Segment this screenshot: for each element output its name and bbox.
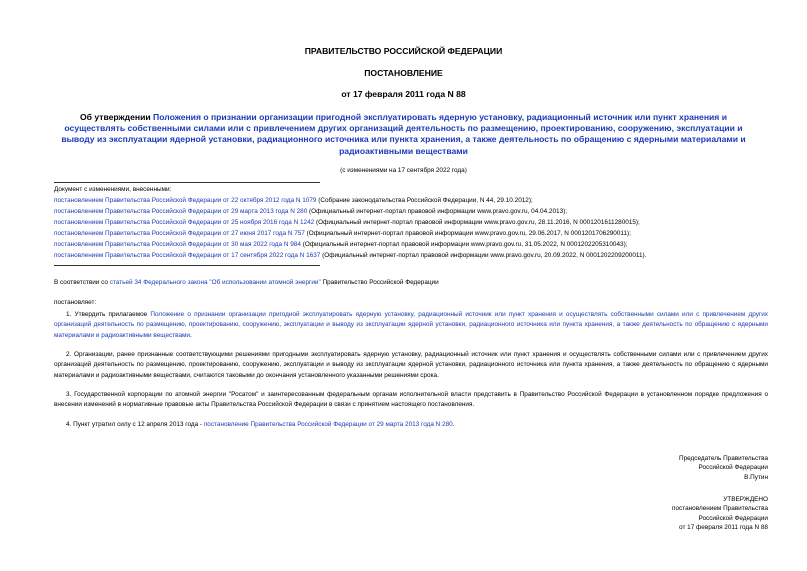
- preamble-prefix: В соответствии со: [54, 279, 110, 286]
- amendment-source: (Собрание законодательства Российской Федерации, N 44, 29.10.2012);: [316, 197, 533, 204]
- point-3: 3. Государственной корпорации по атомной энергии "Росатом" и заинтересованным федеральным органам исполнительной власти представить в Правительство Российской Федерации в установленном порядке предложения о внесении изменений в нормативные правовые акты Правительства Российской Федерации в связи с принятием настоящего постановления.: [54, 391, 768, 409]
- signature-block: [679, 454, 768, 482]
- divider-bottom: [54, 265, 320, 266]
- signature-name: В.Путин: [744, 473, 768, 481]
- amendment-link[interactable]: постановлением Правительства Российской Федерации от 27 июня 2017 года N 757: [54, 230, 305, 237]
- amendment-item: [54, 208, 567, 216]
- amendment-source: (Официальный интернет-портал правовой информации www.pravo.gov.ru, 29.06.2017, N 0001201706290011);: [304, 230, 631, 237]
- point-4-prefix: 4. Пункт утратил силу с 12 апреля 2013 года -: [66, 421, 204, 428]
- amendment-link[interactable]: постановлением Правительства Российской Федерации от 30 мая 2022 года N 984: [54, 241, 301, 248]
- amendment-item: [54, 252, 646, 260]
- amendment-item: [54, 197, 533, 205]
- amendment-source: (Официальный интернет-портал правовой информации www.pravo.gov.ru, 20.09.2022, N 0001202209200011).: [320, 252, 647, 259]
- amendment-item: [54, 219, 640, 227]
- amendment-item: [54, 230, 631, 238]
- signature-position: Председатель Правительства: [679, 455, 768, 462]
- amendment-link[interactable]: постановлением Правительства Российской Федерации от 29 марта 2013 года N 280: [54, 208, 308, 215]
- document-date-number: от 17 февраля 2011 года N 88: [341, 89, 466, 99]
- amendment-source: (Официальный интернет-портал правовой информации www.pravo.gov.ru, 04.04.2013);: [307, 208, 568, 215]
- divider-top: [54, 182, 320, 183]
- point-4-suffix: .: [452, 421, 455, 428]
- approval-title: УТВЕРЖДЕНО: [723, 496, 768, 503]
- approval-country: Российской Федерации: [698, 514, 768, 522]
- preamble: [54, 279, 439, 287]
- approval-date: от 17 февраля 2011 года N 88: [679, 524, 768, 532]
- amendment-link[interactable]: постановлением Правительства Российской Федерации от 17 сентября 2022 года N 1637: [54, 252, 321, 259]
- amendment-item: [54, 241, 628, 249]
- title-prefix: Об утверждении: [80, 112, 154, 122]
- document-type: ПОСТАНОВЛЕНИЕ: [364, 68, 443, 78]
- document-title: [50, 112, 757, 157]
- amendment-link[interactable]: постановлением Правительства Российской Федерации от 25 ноября 2016 года N 1242: [54, 219, 315, 226]
- point-1-suffix: .: [189, 331, 192, 339]
- amendment-link[interactable]: постановлением Правительства Российской Федерации от 22 октября 2012 года N 1079: [54, 197, 317, 204]
- point-1-prefix: 1. Утвердить прилагаемое: [66, 311, 151, 318]
- approval-block: [672, 495, 768, 533]
- federal-law-link[interactable]: статьей 34 Федерального закона "Об использовании атомной энергии": [109, 279, 321, 286]
- government-name: ПРАВИТЕЛЬСТВО РОССИЙСКОЙ ФЕДЕРАЦИИ: [304, 46, 503, 56]
- point-1: [54, 310, 768, 341]
- regulation-link[interactable]: Положение о признании организации пригодной эксплуатировать ядерную установку, радиационный источник или пункт хранения и осуществлять собственными силами или с привлечением других организаций деятельность по размещению, проектированию, сооружению, эксплуатации и выводу из эксплуатации ядерной установки, радиационного источника или пункта хранения, а также деятельность по обращению с ядерными материалами и радиоактивными веществами: [54, 311, 768, 339]
- approval-by: постановлением Правительства: [672, 505, 768, 513]
- repeal-link[interactable]: постановление Правительства Российской Федерации от 29 марта 2013 года N 280: [203, 421, 453, 428]
- preamble-suffix: Правительство Российской Федерации: [320, 279, 439, 286]
- signature-country: Российской Федерации: [698, 464, 768, 472]
- amendment-source: (Официальный интернет-портал правовой информации www.pravo.gov.ru, 31.05.2022, N 0001202205310043);: [300, 241, 628, 248]
- amendments-intro: Документ с изменениями, внесенными:: [54, 186, 172, 193]
- point-2: 2. Организации, ранее признанные соответствующими решениями пригодными эксплуатировать ядерную установку, радиационный источник или пункт хранения и осуществлять собственными силами или с привлечением других организаций деятельность по размещению, проектированию, сооружению, эксплуатации и выводу из эксплуатации ядерной установки, радиационного источника или пункта хранения, а также деятельность по обращению с ядерными материалами и радиоактивными веществами, считаются таковыми до окончания установленного указанными решениями срока.: [54, 351, 768, 379]
- revision-note: (с изменениями на 17 сентября 2022 года): [340, 167, 467, 174]
- amendment-source: (Официальный интернет-портал правовой информации www.pravo.gov.ru, 28.11.2016, N 0001201611280015);: [314, 219, 640, 226]
- title-regulation-link[interactable]: Положения о признании организации пригодной эксплуатировать ядерную установку, радиационный источник или пункт хранения и осуществлять собственными силами или с привлечением других организаций деятельность по размещению, проектированию, сооружению, эксплуатации и выводу из эксплуатации ядерной установки, радиационного источника или пункта хранения, а также деятельность по обращению с ядерными материалами и радиоактивными веществами: [61, 112, 746, 156]
- resolves-label: постановляет:: [54, 299, 97, 306]
- point-4: [66, 421, 455, 429]
